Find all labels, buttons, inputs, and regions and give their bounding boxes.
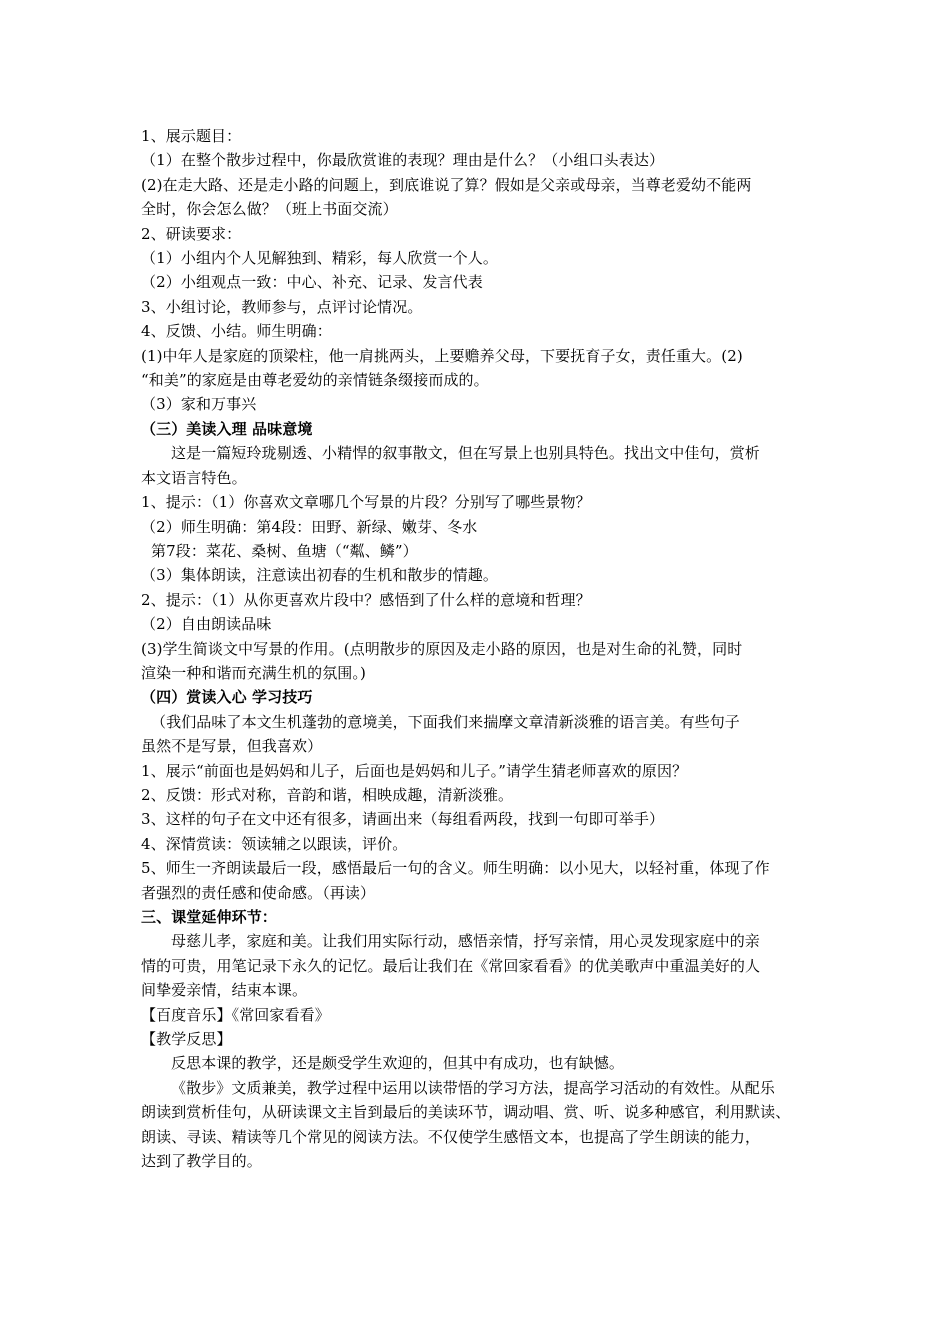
text-line: 母慈儿孝，家庭和美。让我们用实际行动，感悟亲情，抒写亲情，用心灵发现家庭中的亲 <box>171 932 760 951</box>
section-heading: （四）赏读入心 学习技巧 <box>141 688 313 707</box>
text-line: （3）家和万事兴 <box>141 395 257 414</box>
text-line: 渲染一种和谐而充满生机的氛围。) <box>141 663 366 682</box>
text-line: （1）在整个散步过程中，你最欣赏谁的表现？理由是什么？（小组口头表达） <box>141 151 665 170</box>
text-line: （2）小组观点一致：中心、补充、记录、发言代表 <box>141 273 483 292</box>
text-line: (3)学生简谈文中写景的作用。(点明散步的原因及走小路的原因，也是对生命的礼赞，同时 <box>141 639 743 658</box>
text-line: 《散步》文质兼美，教学过程中运用以读带悟的学习方法，提高学习活动的有效性。从配乐 <box>171 1078 776 1097</box>
text-line: 2、研读要求： <box>141 224 242 243</box>
text-line: 者强烈的责任感和使命感。（再读） <box>141 883 376 902</box>
text-line: （我们品味了本文生机蓬勃的意境美，下面我们来揣摩文章清新淡雅的语言美。有些句子 <box>151 712 740 731</box>
text-line: 全时，你会怎么做？（班上书面交流） <box>141 200 398 219</box>
text-line: 2、提示：（1）从你更喜欢片段中？感悟到了什么样的意境和哲理？ <box>141 590 591 609</box>
text-line: （2）师生明确：第4段：田野、新绿、嫩芽、冬水 <box>141 517 478 536</box>
text-line: 3、小组讨论，教师参与，点评讨论情况。 <box>141 297 423 316</box>
text-line: 1、展示“前面也是妈妈和儿子，后面也是妈妈和儿子。”请学生猜老师喜欢的原因？ <box>141 761 688 780</box>
text-line: （2）自由朗读品味 <box>141 615 272 634</box>
text-line: 【百度音乐】《常回家看看》 <box>141 1005 330 1024</box>
text-line: “和美”的家庭是由尊老爱幼的亲情链条缀接而成的。 <box>141 371 489 390</box>
section-heading: （三）美读入理 品味意境 <box>141 419 313 438</box>
text-line: 第7段：菜花、桑树、鱼塘（“粼、鳞”） <box>151 541 418 560</box>
text-line: （1）小组内个人见解独到、精彩，每人欣赏一个人。 <box>141 249 498 268</box>
text-line: 4、反馈、小结。师生明确： <box>141 322 332 341</box>
text-line: 4、深情赏读：领读辅之以跟读，评价。 <box>141 834 408 853</box>
text-line: 1、展示题目： <box>141 127 242 145</box>
text-line: 朗读、寻读、精读等几个常见的阅读方法。不仅使学生感悟文本，也提高了学生朗读的能力， <box>141 1127 761 1146</box>
document-body <box>141 124 811 1173</box>
section-heading: 三、课堂延伸环节： <box>141 908 277 926</box>
text-line: (1)中年人是家庭的顶梁柱，他一肩挑两头，上要赡养父母，下要抚育子女，责任重大。(2) <box>141 346 743 365</box>
text-line: 本文语言特色。 <box>141 468 247 487</box>
text-line: 间挚爱亲情，结束本课。 <box>141 981 308 1000</box>
text-line: 反思本课的教学，还是颇受学生欢迎的，但其中有成功，也有缺憾。 <box>171 1054 625 1073</box>
text-line: 达到了教学目的。 <box>141 1152 262 1171</box>
text-line: （3）集体朗读，注意读出初春的生机和散步的情趣。 <box>141 566 498 585</box>
text-line: (2)在走大路、还是走小路的问题上，到底谁说了算？假如是父亲或母亲，当尊老爱幼不能两 <box>141 175 752 194</box>
text-line: 朗读到赏析佳句，从研读课文主旨到最后的美读环节，调动唱、赏、听、说多种感官，利用默读、 <box>141 1103 791 1122</box>
text-line: 1、提示：（1）你喜欢文章哪几个写景的片段？分别写了哪些景物？ <box>141 493 591 512</box>
text-line: 5、师生一齐朗读最后一段，感悟最后一句的含义。师生明确：以小见大，以轻衬重，体现了作 <box>141 859 770 878</box>
text-line: 情的可贵，用笔记录下永久的记忆。最后让我们在《常回家看看》的优美歌声中重温美好的人 <box>141 956 761 975</box>
text-line: 3、这样的句子在文中还有很多，请画出来（每组看两段，找到一句即可举手） <box>141 810 665 829</box>
text-line: 2、反馈：形式对称，音韵和谐，相映成趣，清新淡雅。 <box>141 785 514 804</box>
text-line: 【教学反思】 <box>141 1030 232 1049</box>
text-line: 这是一篇短玲珑剔透、小精悍的叙事散文，但在写景上也别具特色。找出文中佳句，赏析 <box>171 444 760 463</box>
text-line: 虽然不是写景，但我喜欢） <box>141 737 323 756</box>
